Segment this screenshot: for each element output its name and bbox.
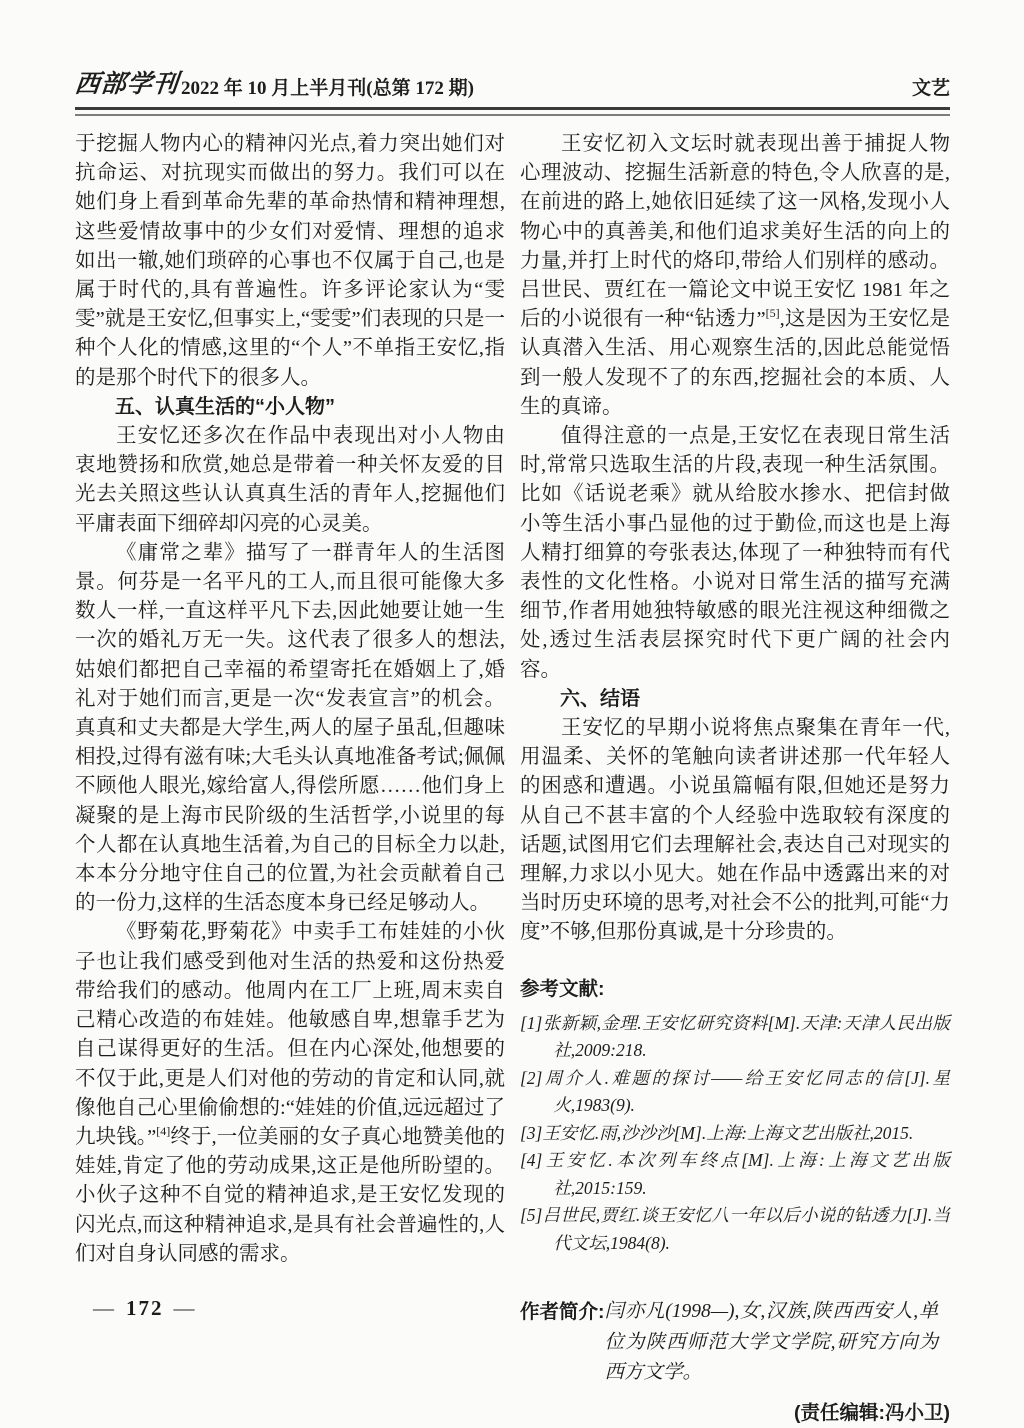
page-number: 172 — [126, 1296, 164, 1320]
reference-item: [3]王安忆.雨,沙沙沙[M].上海:上海文艺出版社,2015. — [520, 1122, 914, 1143]
section-heading-5: 五、认真生活的“小人物” — [115, 395, 335, 418]
references-list — [520, 1010, 950, 1258]
author-bio-text: 闫亦凡(1998—),女,汉族,陕西西安人,单位为陕西师范大学文学院,研究方向为西方文学。 — [604, 1301, 939, 1384]
paragraph — [75, 918, 505, 1268]
right-column — [520, 130, 950, 1428]
citation-marker-5: [5] — [765, 306, 780, 321]
paragraph-text: 终于,一位美丽的女子真心地赞美他的娃娃,肯定了他的劳动成果,这正是他所盼望的。小伙子这种不自觉的精神追求,是王安忆发现的闪光点,而这种精神追求,是具有社会普遍性的,人们对自身认同感的需求。 — [75, 1125, 505, 1265]
reference-item: [5]吕世民,贾红.谈王安忆八一年以后小说的钻透力[J].当代文坛,1984(8). — [520, 1205, 950, 1253]
reference-item: [4]王安忆.本次列车终点[M].上海:上海文艺出版社,2015:159. — [520, 1150, 950, 1198]
issue-info: 2022 年 10 月上半月刊(总第 172 期) — [181, 78, 474, 99]
author-bio-label: 作者简介: — [520, 1301, 605, 1324]
left-column — [75, 130, 505, 1428]
paragraph-text: 王安忆初入文坛时就表现出善于捕捉人物心理波动、挖掘生活新意的特色,令人欣喜的是,在前进的路上,她依旧延续了这一风格,发现小人物心中的真善美,和他们追求美好生活的向上的力量,并打上时代的烙印,带给人们别样的感动。吕世民、贾红在一篇论文中说王安忆 1981 年之后的小说很有一种“钻透力” — [520, 133, 950, 331]
paragraph: 王安忆的早期小说将焦点聚集在青年一代,用温柔、关怀的笔触向读者讲述那一代年轻人的困惑和遭遇。小说虽篇幅有限,但她还是努力从自己不甚丰富的个人经验中选取较有深度的话题,试图用它们去理解社会,表达自己对现实的理解,力求以小见大。她在作品中透露出来的对当时历史环境的思考,对社会不公的批判,可能“力度”不够,但那份真诚,是十分珍贵的。 — [520, 717, 950, 944]
paragraph: 值得注意的一点是,王安忆在表现日常生活时,常常只选取生活的片段,表现一种生活氛围。比如《话说老乘》就从给胶水掺水、把信封做小等生活小事凸显他的过于勤俭,而这也是上海人精打细算的夸张表达,体现了一种独特而有代表性的文化性格。小说对日常生活的描写充满细节,作者用她独特敏感的眼光注视这种细微之处,透过生活表层探究时代下更广阔的社会内容。 — [520, 425, 950, 681]
paragraph: 王安忆还多次在作品中表现出对小人物由衷地赞扬和欣赏,她总是带着一种关怀友爱的目光去关照这些认认真真生活的青年人,挖掘他们平庸表面下细碎却闪亮的心灵美。 — [75, 425, 505, 535]
section-label: 文艺 — [911, 78, 950, 99]
references-title: 参考文献: — [520, 977, 605, 1000]
reference-item: [1]张新颖,金理.王安忆研究资料[M].天津:天津人民出版社,2009:218. — [520, 1012, 950, 1061]
two-column-body — [75, 130, 950, 1428]
reference-item: [2]周介人.难题的探讨——给王安忆同志的信[J].星火,1983(9). — [520, 1067, 950, 1116]
journal-logo: 西部学刊 — [73, 71, 181, 98]
responsible-editor: (责任编辑:冯小卫) — [794, 1401, 950, 1424]
paragraph — [520, 130, 950, 422]
header-left — [75, 64, 474, 100]
citation-marker-4: [4] — [156, 1124, 171, 1139]
footer-dash-left: — — [93, 1296, 116, 1320]
page-header — [75, 64, 950, 107]
header-double-rule — [75, 107, 950, 116]
footer-dash-right: — — [173, 1296, 197, 1320]
author-bio — [520, 1297, 950, 1389]
section-heading-6: 六、结语 — [560, 687, 640, 710]
paragraph-text: 《野菊花,野菊花》中卖手工布娃娃的小伙子也让我们感受到他对生活的热爱和这份热爱带给我们的感动。他周内在工厂上班,周末卖自己精心改造的布娃娃。他敏感自卑,想靠手艺为自己谋得更好的生活。但在内心深处,他想要的不仅于此,更是人们对他的劳动的肯定和认同,就像他自己心里偷偷想的:“娃娃的价值,远远超过了九块钱。” — [75, 921, 505, 1148]
page-footer — [93, 1296, 197, 1321]
paragraph-text: ,这是因为王安忆是认真潜入生活、用心观察生活的,因此总能觉悟到一般人发现不了的东西,挖掘社会的本质、人生的真谛。 — [520, 308, 951, 418]
paragraph: 《庸常之辈》描写了一群青年人的生活图景。何芬是一名平凡的工人,而且很可能像大多数人一样,一直这样平凡下去,因此她要让她一生一次的婚礼万无一失。这代表了很多人的想法,姑娘们都把自己幸福的希望寄托在婚姻上了,婚礼对于她们而言,更是一次“发表宣言”的机会。真真和丈夫都是大学生,两人的屋子虽乱,但趣味相投,过得有滋有味;大毛头认真地准备考试;佩佩不顾他人眼光,嫁给富人,得偿所愿……他们身上凝聚的是上海市民阶级的生活哲学,小说里的每个人都在认真地生活着,为自己的目标全力以赴,本本分分地守住自己的位置,为社会贡献着自己的一份力,这样的生活态度本身已经足够动人。 — [75, 541, 505, 915]
paragraph: 于挖掘人物内心的精神闪光点,着力突出她们对抗命运、对抗现实而做出的努力。我们可以在她们身上看到革命先辈的革命热情和精神理想,这些爱情故事中的少女们对爱情、理想的追求如出一辙,她们琐碎的心事也不仅属于自己,也是属于时代的,具有普遍性。许多评论家认为“雯雯”就是王安忆,但事实上,“雯雯”们表现的只是一种个人化的情感,这里的“个人”不单指王安忆,指的是那个时代下的很多人。 — [75, 133, 505, 389]
